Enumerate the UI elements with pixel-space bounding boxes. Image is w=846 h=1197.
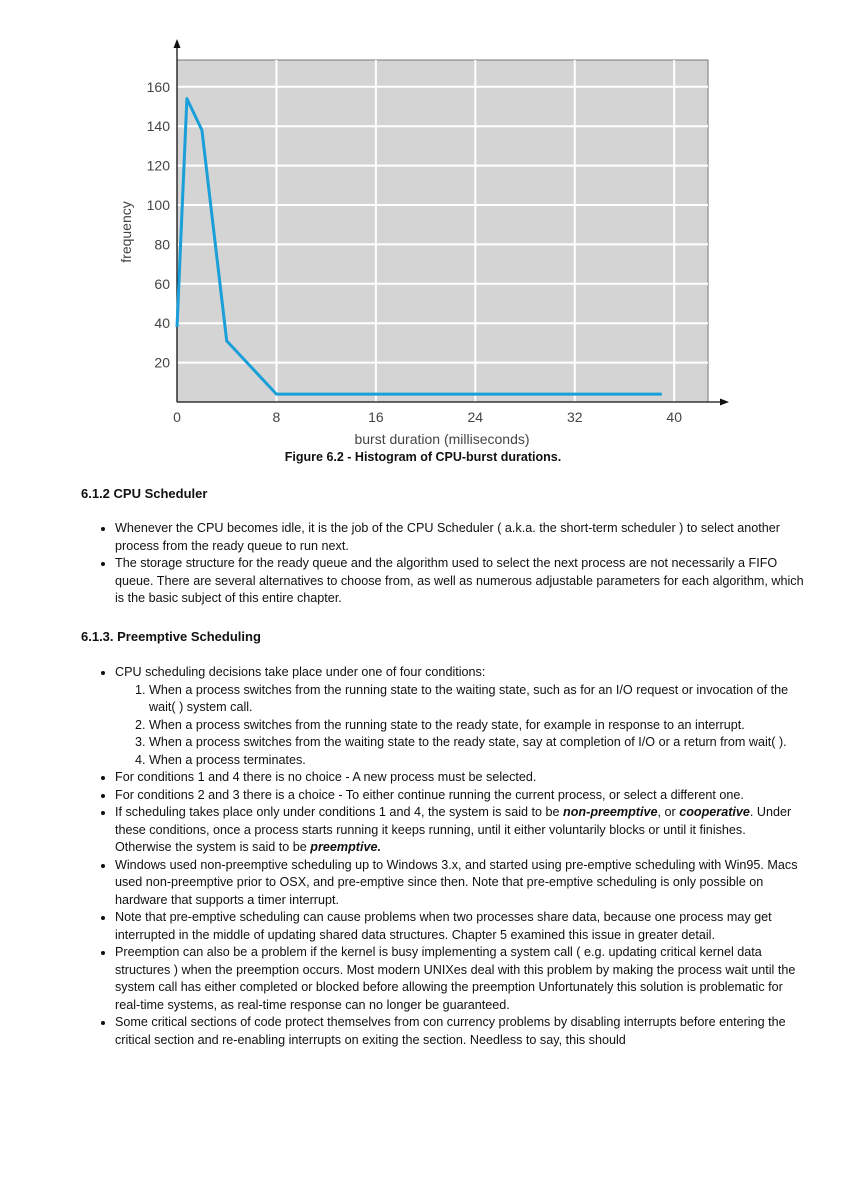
conditions-intro: CPU scheduling decisions take place under one of four conditions: <box>115 665 486 679</box>
y-tick-label: 20 <box>154 354 170 371</box>
y-tick-label: 120 <box>146 157 170 174</box>
x-tick-label: 40 <box>666 409 682 425</box>
conditions-list <box>115 682 805 770</box>
x-tick-label: 0 <box>173 409 181 425</box>
term-cooperative: cooperative <box>679 805 750 819</box>
list-item: • Windows used non-preemptive scheduling up to Windows 3.x, and started using pre-emptive scheduling with Win95. Macs used non-preemptive prior to OSX, and pre-emptive since then. Note that pre-emptive scheduling is only possible on hardware that supports a timer interrupt. <box>115 857 805 910</box>
y-tick-label: 60 <box>154 275 170 292</box>
x-axis-label: burst duration (milliseconds) <box>354 431 530 447</box>
x-tick-label: 8 <box>272 409 281 425</box>
cpu-scheduler-list <box>81 520 805 608</box>
list-item: • Note that pre-emptive scheduling can cause problems when two processes share data, because one process may get interrupted in the middle of updating shared data structures. Chapter 5 examined this issue in greater detail. <box>115 909 805 944</box>
list-item <box>115 664 805 769</box>
list-item <box>115 804 805 857</box>
cpu-burst-chart <box>0 0 846 452</box>
list-item: • For conditions 1 and 4 there is no choice - A new process must be selected. <box>115 769 805 787</box>
condition-item: 1. When a process switches from the running state to the waiting state, such as for an I/O request or invocation of the wait( ) system call. <box>149 682 805 717</box>
cpu-burst-figure <box>0 0 846 452</box>
list-item: • Preemption can also be a problem if the kernel is busy implementing a system call ( e.g. updating critical kernel data structures ) when the preemption occurs. Most modern UNIXes deal with this problem by making the process wait until the system call has either completed or blocked before allowing the preemption Unfortunately this solution is problematic for real-time systems, as real-time response can no longer be guaranteed. <box>115 944 805 1014</box>
section-heading-cpu-scheduler: 6.1.2 CPU Scheduler <box>81 486 208 501</box>
term-non-preemptive: non-preemptive <box>563 805 658 819</box>
x-axis-arrow <box>720 399 729 406</box>
preemptive-list <box>81 664 805 1049</box>
x-tick-label: 32 <box>566 409 583 425</box>
y-tick-label: 80 <box>154 236 170 253</box>
y-tick-label: 100 <box>146 197 170 213</box>
list-item: • Whenever the CPU becomes idle, it is the job of the CPU Scheduler ( a.k.a. the short-term scheduler ) to select another process from the ready queue to run next. <box>115 520 805 555</box>
text-run: If scheduling takes place only under conditions 1 and 4, the system is said to be <box>115 805 564 819</box>
list-item: • For conditions 2 and 3 there is a choice - To either continue running the current process, or select a different one. <box>115 787 805 805</box>
y-tick-label: 140 <box>146 118 170 135</box>
y-axis-arrow <box>174 39 181 48</box>
condition-item: 2. When a process switches from the running state to the ready state, for example in response to an interrupt. <box>149 717 805 735</box>
y-axis-label: frequency <box>118 201 134 263</box>
figure-caption: Figure 6.2 - Histogram of CPU-burst durations. <box>284 450 562 464</box>
x-tick-label: 24 <box>467 409 484 425</box>
text-run: , or <box>657 805 680 819</box>
term-preemptive: preemptive. <box>310 840 381 854</box>
x-tick-label: 16 <box>368 409 384 425</box>
condition-item: 4. When a process terminates. <box>149 752 805 770</box>
condition-item: 3. When a process switches from the waiting state to the ready state, say at completion of I/O or a return from wait( ). <box>149 734 805 752</box>
y-tick-label: 160 <box>146 78 170 95</box>
text-run: . Under these conditions, once a process starts running it keeps running, until it either voluntarily blocks or until it finishes. Otherwise the system is said to be <box>115 805 792 854</box>
list-item: • The storage structure for the ready queue and the algorithm used to select the next process are not necessarily a FIFO queue. There are several alternatives to choose from, as well as numerous adjustable parameters for each algorithm, which is the basic subject of this entire chapter. <box>115 555 805 608</box>
plot-area <box>177 60 708 402</box>
list-item: • Some critical sections of code protect themselves from con currency problems by disabling interrupts before entering the critical section and re-enabling interrupts on exiting the section. Needless to say, this should <box>115 1014 805 1049</box>
y-tick-label: 40 <box>154 315 170 332</box>
section-heading-preemptive: 6.1.3. Preemptive Scheduling <box>81 629 261 644</box>
